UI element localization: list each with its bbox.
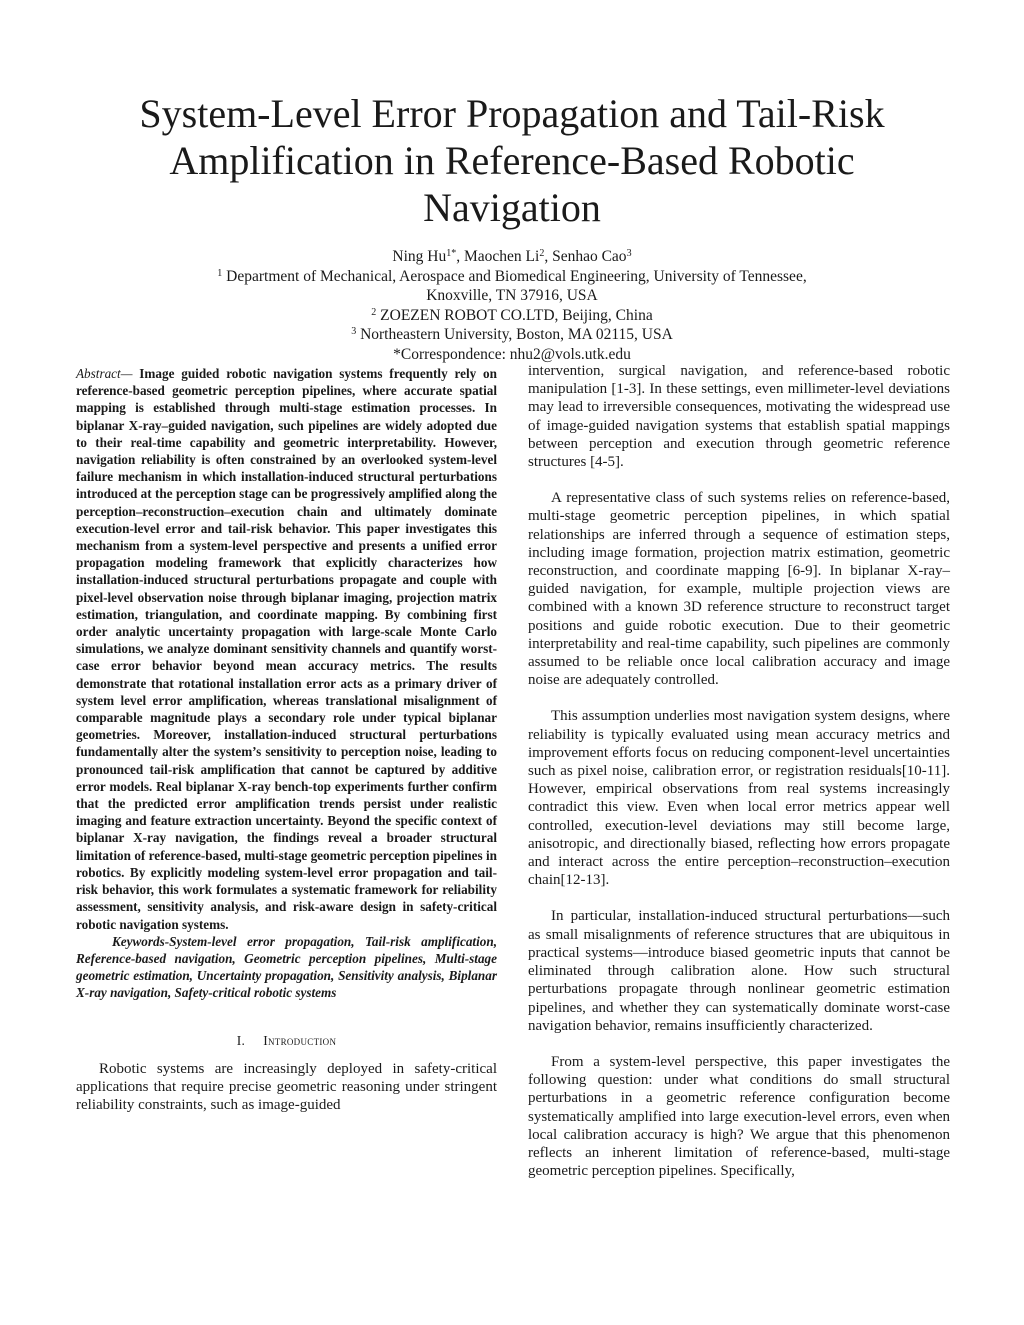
affiliation-3: $^3$ Northeastern University, Boston, MA 02115, USA (351, 326, 673, 343)
keywords-text: System-level error propagation, Tail-risk amplification, Reference-based navigation, Geometric perception pipelines, Multi-stage geometric estimation, Uncertainty propagation, Sensitivity analysis, Biplanar X-ray navigation, Safety-critical robotic systems (76, 933, 497, 1001)
author-line: Ning $Hu^{1*}$, Maochen Li$^2$, Senhao Cao$^3$ (392, 248, 632, 265)
affiliation-2: $^2$ ZOEZEN ROBOT CO.LTD, Beijing, China (371, 306, 653, 324)
intro-paragraph-5: From a system-level perspective, this paper investigates the following question: under what conditions do small structural perturbations in a geometric reference configuration become systematically amplified into large execution-level errors, even when local calibration accuracy is high? We argue that this phenomenon reflects an inherent limitation of reference-based, multi-stage geometric perception pipelines. Specifically, (528, 1053, 950, 1180)
paper-title (80, 90, 944, 231)
keywords-label: Keywords- (112, 933, 170, 949)
title-line-1: System-Level Error Propagation and Tail-Risk (139, 91, 885, 136)
intro-paragraph-2: A representative class of such systems relies on reference-based, multi-stage geometric perception pipelines, in which spatial relationships are inferred through a sequence of estimation steps, including image formation, projection matrix estimation, geometric reconstruction, and coordinate mapping [6-9]. In biplanar X-ray–guided navigation, for example, multiple projection views are combined with a known 3D reference structure to reconstruct target positions and guide robotic execution. Due to their geometric interpretability and real-time capability, such pipelines are commonly assumed to be reliable once local calibration accuracy and image noise are adequately controlled. (528, 490, 950, 689)
author-superscript: 3 (626, 248, 632, 259)
intro-paragraph-3: This assumption underlies most navigation system designs, where reliability is typically evaluated using mean accuracy metrics and improvement efforts focus on reducing component-level uncertainties such as pixel noise, calibration error, or registration residuals[10-11]. However, empirical observations from real systems increasingly contradict this view. Even when local error metrics appear well controlled, execution-level deviations may still become large, anisotropic, and directionally biased, reflecting how errors propagate and interact across the entire perception–reconstruction–execution chain[12-13]. (528, 708, 950, 889)
author-name: Maochen Li (464, 248, 540, 265)
author-superscript: 1* (446, 248, 457, 259)
keywords (76, 933, 497, 1002)
title-line-3: Navigation (423, 185, 601, 230)
author-name: Ning Hu (392, 248, 447, 265)
affiliation-1: $^1$ Department of Mechanical, Aerospace and Biomedical Engineering, University of Tennessee, (217, 267, 807, 285)
intro-paragraph-1: Robotic systems are increasingly deployed in safety-critical applications that require precise geometric reasoning under stringent reliability constraints, such as image-guided (76, 1060, 497, 1114)
intro-paragraph-4: In particular, installation-induced structural perturbations—such as small misalignments of reference structures that are ubiquitous in practical systems—introduce biased geometric inputs that cannot be eliminated through calibration alone. How such structural perturbations propagate through nonlinear geometric estimation pipelines, and whether they can systematically dominate worst-case navigation behavior, remains insufficiently characterized. (528, 908, 950, 1034)
section-heading-introduction (76, 1032, 497, 1050)
left-column (76, 365, 497, 1114)
abstract-text: Image guided robotic navigation systems frequently rely on reference-based geometric perception pipelines, where accurate spatial mapping is established through multi-stage estimation processes. In biplanar X-ray–guided navigation, such pipelines are widely adopted due to their real-time capability and geometric interpretability. However, navigation reliability is often constrained by an overlooked system-level failure mechanism in which installation-induced structural perturbations introduced at the perception stage can be progressively amplified along the perception–reconstruction–execution chain and ultimately dominate execution-level error and tail-risk behavior. This paper investigates this mechanism from a system-level perspective and presents a unified error propagation modeling framework that explicitly characterizes how installation-induced structural perturbations propagate and couple with pixel-level observation noise through biplanar imaging, projection matrix estimation, triangulation, and coordinate mapping. By combining first order analytic uncertainty propagation with large-scale Monte Carlo simulations, we analyze dominant sensitivity channels and quantify worst-case error behavior beyond mean accuracy metrics. The results demonstrate that rotational installation error acts as a primary driver of system level error amplification, whereas translational misalignment of comparable magnitude plays a secondary role under typical biplanar geometries. Moreover, installation-induced structural perturbations fundamentally alter the system’s sensitivity to perception noise, leading to pronounced tail-risk amplification that cannot be captured by additive error models. Real biplanar X-ray bench-top experiments further confirm that the predicted error amplification trends persist under realistic imaging and feature extraction uncertainty. Beyond the specific context of biplanar X-ray navigation, the findings reveal a broader structural limitation of reference-based, multi-stage geometric perception pipelines in robotics. By explicitly modeling system-level error propagation and tail-risk behavior, this work formulates a systematic framework for reliability assessment, sensitivity analysis, and risk-aware design in safety-critical robotic navigation systems. (76, 366, 497, 932)
author-superscript: 2 (539, 248, 545, 259)
title-line-2: Amplification in Reference-Based Robotic (169, 138, 855, 183)
intro-paragraph-1-continued: intervention, surgical navigation, and reference-based robotic manipulation [1-3]. In these settings, even millimeter-level deviations may lead to irreversible consequences, motivating the widespread use of image-guided navigation systems that establish spatial mappings between perception and execution through geometric reference structures [4-5]. (528, 363, 950, 471)
author-block (60, 247, 964, 364)
section-number: I. (236, 1032, 246, 1048)
correspondence: *Correspondence: nhu2@vols.utk.edu (393, 345, 631, 363)
abstract-label: Abstract (76, 366, 121, 381)
section-title: Introduction (263, 1032, 337, 1048)
abstract: Abstract— Image guided robotic navigation systems frequently rely on reference-based geometric perception pipelines, where accurate spatial mapping is established through multi-stage estimation processes. In biplanar X-ray–guided navigation, such pipelines are widely adopted due to their real-time capability and geometric interpretability. However, navigation reliability is often constrained by an overlooked system-level failure mechanism in which installation-induced structural perturbations introduced at the perception stage can be progressively amplified along the perception–reconstruction–execution chain and ultimately dominate execution-level error and tail-risk behavior. This paper investigates this mechanism from a system-level perspective and presents a unified error propagation modeling framework that explicitly characterizes how installation-induced structural perturbations propagate and couple with pixel-level observation noise through biplanar imaging, projection matrix estimation, triangulation, and coordinate mapping. By combining first order analytic uncertainty propagation with large-scale Monte Carlo simulations, we analyze dominant sensitivity channels and quantify worst-case error behavior beyond mean accuracy metrics. The results demonstrate that rotational installation error acts as a primary driver of system level error amplification, whereas translational misalignment of comparable magnitude plays a secondary role under typical biplanar geometries. Moreover, installation-induced structural perturbations fundamentally alter the system’s sensitivity to perception noise, leading to pronounced tail-risk amplification that cannot be captured by additive error models. Real biplanar X-ray bench-top experiments further confirm that the predicted error amplification trends persist under realistic imaging and feature extraction uncertainty. Beyond the specific context of biplanar X-ray navigation, the findings reveal a broader structural limitation of reference-based, multi-stage geometric perception pipelines in robotics. By explicitly modeling system-level error propagation and tail-risk behavior, this work formulates a systematic framework for reliability assessment, sensitivity analysis, and risk-aware design in safety-critical robotic navigation systems. (76, 366, 497, 932)
right-column (528, 362, 950, 1180)
author-name: Senhao Cao (552, 248, 627, 265)
affiliation-1-continued: Knoxville, TN 37916, USA (426, 287, 598, 304)
